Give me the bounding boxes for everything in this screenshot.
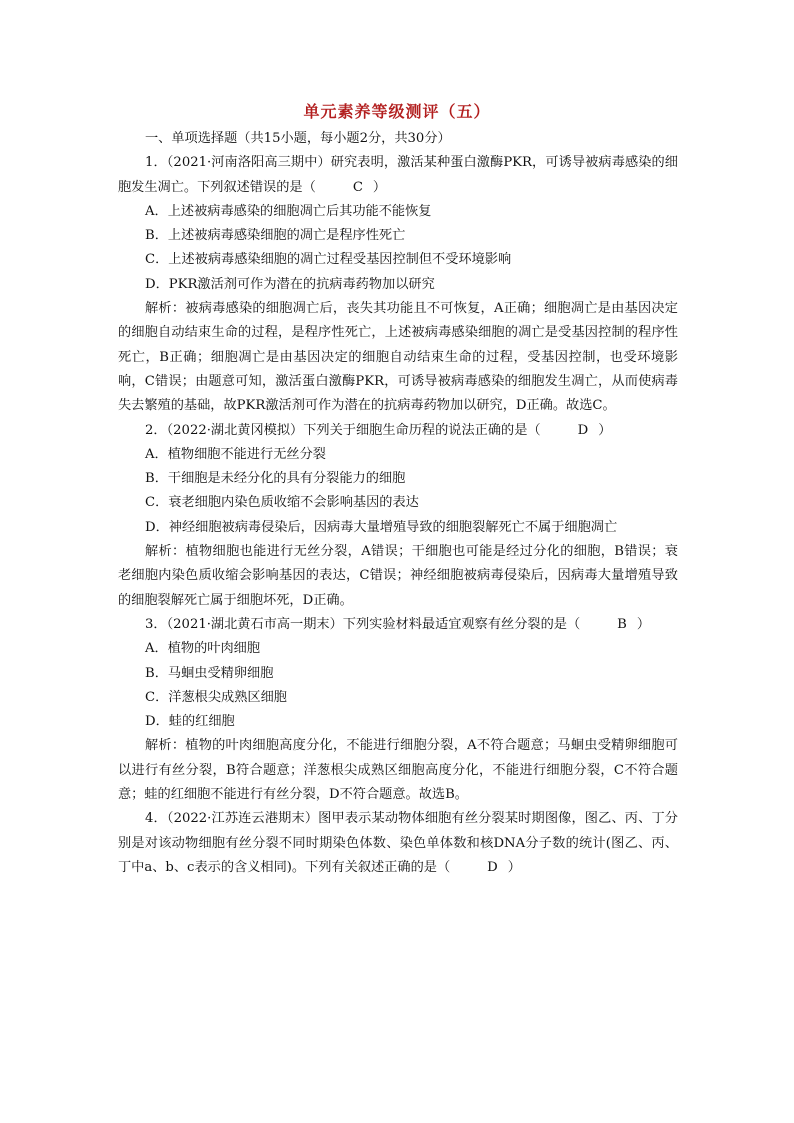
- analysis: 解析：被病毒感染的细胞凋亡后，丧失其功能且不可恢复，A正确；细胞凋亡是由基因决定的细胞自动结束生命的过程，是程序性死亡，上述被病毒感染细胞的凋亡是受基因控制的程序性死亡，B正确；细胞凋亡是由基因决定的细胞自动结束生命的过程，受基因控制，也受环境影响，C错误；由题意可知，激活蛋白激酶PKR，可诱导被病毒感染的细胞发生凋亡，从而使病毒失去繁殖的基础，故PKR激活剂可作为潜在的抗病毒药物加以研究，D正确。故选C。: [118, 301, 678, 414]
- question-2: [118, 419, 678, 613]
- option-d: D．蛙的红细胞: [145, 714, 235, 730]
- question-stem: 4．（2022·江苏连云港期末）图甲表示某动物体细胞有丝分裂某时期图像，图乙、丙、丁分别是对该动物细胞有丝分裂不同时期染色体数、染色单体数和核DNA分子数的统计(图乙、丙、丁中a、b、c表示的含义相同)。下列有关叙述正确的是（ D ）: [118, 807, 678, 880]
- question-1: [118, 151, 678, 418]
- answer-letter: B: [617, 616, 627, 632]
- option-b: B．上述被病毒感染细胞的凋亡是程序性死亡: [145, 228, 406, 244]
- page-title: 单元素养等级测评（五）: [303, 102, 491, 121]
- option-c: C．衰老细胞内染色质收缩不会影响基因的表达: [145, 495, 419, 511]
- answer-letter: D: [487, 859, 498, 875]
- question-stem: 2．（2022·湖北黄冈模拟）下列关于细胞生命历程的说法正确的是（ D ）: [118, 419, 678, 443]
- analysis: 解析：植物细胞也能进行无丝分裂，A错误；干细胞也可能是经过分化的细胞，B错误；衰老细胞内染色质收缩会影响基因的表达，C错误；神经细胞被病毒侵染后，因病毒大量增殖导致的细胞裂解死亡属于细胞坏死，D正确。: [118, 544, 678, 608]
- option-b: B．马蛔虫受精卵细胞: [145, 665, 274, 681]
- section-heading: 一、单项选择题（共15小题，每小题2分，共30分）: [145, 131, 451, 146]
- option-b: B．干细胞是未经分化的具有分裂能力的细胞: [145, 471, 406, 487]
- analysis: 解析：植物的叶肉细胞高度分化，不能进行细胞分裂，A不符合题意；马蛔虫受精卵细胞可以进行有丝分裂，B符合题意；洋葱根尖成熟区细胞高度分化，不能进行细胞分裂，C不符合题意；蛙的红细胞不能进行有丝分裂，D不符合题意。故选B。: [118, 738, 678, 803]
- question-stem: 3．（2021·湖北黄石市高一期末）下列实验材料最适宜观察有丝分裂的是（ B ）: [118, 613, 678, 637]
- option-c: C．洋葱根尖成熟区细胞: [145, 689, 287, 705]
- document-body: [118, 127, 678, 880]
- option-d: D．PKR激活剂可作为潜在的抗病毒药物加以研究: [145, 276, 435, 292]
- question-4: [118, 807, 678, 880]
- option-a: A．植物细胞不能进行无丝分裂: [145, 446, 326, 462]
- option-d: D．神经细胞被病毒侵染后，因病毒大量增殖导致的细胞裂解死亡不属于细胞凋亡: [145, 519, 618, 535]
- option-a: A．上述被病毒感染的细胞凋亡后其功能不能恢复: [145, 203, 432, 219]
- answer-letter: D: [577, 422, 589, 438]
- option-a: A．植物的叶肉细胞: [145, 641, 261, 657]
- question-3: [118, 613, 678, 807]
- answer-letter: C: [352, 179, 363, 195]
- question-stem: 1．（2021·河南洛阳高三期中）研究表明，激活某种蛋白激酶PKR，可诱导被病毒感染的细胞发生凋亡。下列叙述错误的是（ C ）: [118, 151, 678, 200]
- option-c: C．上述被病毒感染细胞的凋亡过程受基因控制但不受环境影响: [145, 252, 512, 268]
